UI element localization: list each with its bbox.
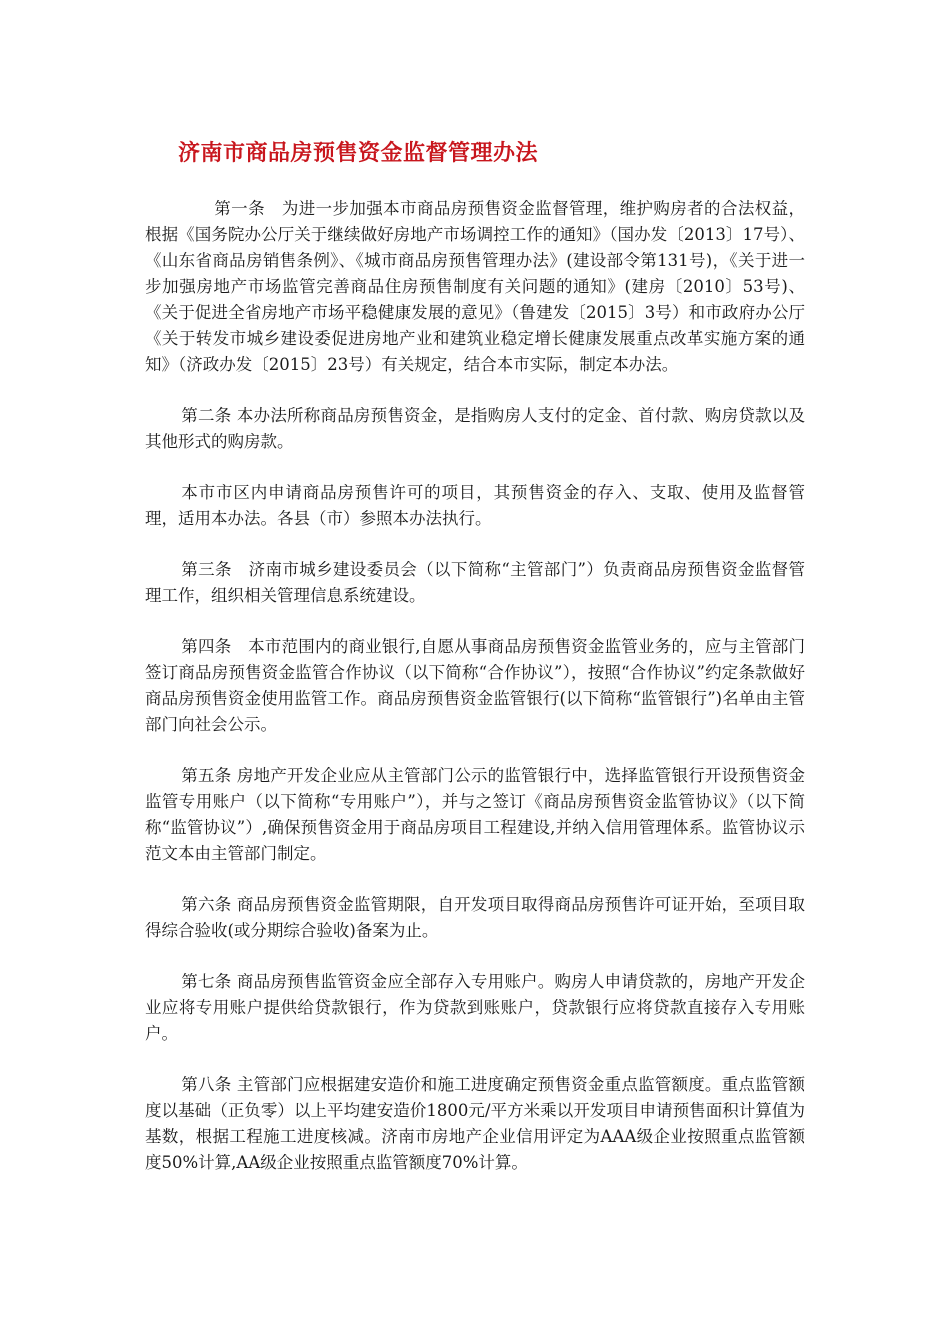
article-1-paragraph: 第一条 为进一步加强本市商品房预售资金监督管理，维护购房者的合法权益，根据《国务院办公厅关于继续做好房地产市场调控工作的通知》（国办发〔2013〕17号）、《山东省商品房销售条例》、《城市商品房预售管理办法》(建设部令第131号)，《关于进一步加强房地产市场监管完善商品住房预售制度有关问题的通知》(建房〔2010〕53号)、《关于促进全省房地产市场平稳健康发展的意见》（鲁建发〔2015〕3号）和市政府办公厅《关于转发市城乡建设委促进房地产业和建筑业稳定增长健康发展重点改革实施方案的通知》（济政办发〔2015〕23号）有关规定，结合本市实际，制定本办法。 (145, 199, 805, 374)
article-2-scope-paragraph: 本市市区内申请商品房预售许可的项目，其预售资金的存入、支取、使用及监督管理，适用本办法。各县（市）参照本办法执行。 (145, 483, 805, 528)
article-8-paragraph: 第八条 主管部门应根据建安造价和施工进度确定预售资金重点监管额度。重点监管额度以基础（正负零）以上平均建安造价1800元/平方米乘以开发项目申请预售面积计算值为基数，根据工程施工进度核减。济南市房地产企业信用评定为AAA级企业按照重点监管额度50%计算,AA级企业按照重点监管额度70%计算。 (145, 1075, 805, 1172)
article-7-paragraph: 第七条 商品房预售监管资金应全部存入专用账户。购房人申请贷款的，房地产开发企业应将专用账户提供给贷款银行，作为贷款到账账户，贷款银行应将贷款直接存入专用账户。 (145, 972, 805, 1043)
document-title: 济南市商品房预售资金监督管理办法 (178, 141, 539, 166)
article-4-paragraph: 第四条 本市范围内的商业银行,自愿从事商品房预售资金监管业务的，应与主管部门签订商品房预售资金监管合作协议（以下简称“合作协议”），按照“合作协议”约定条款做好商品房预售资金使用监管工作。商品房预售资金监管银行(以下简称“监管银行”)名单由主管部门向社会公示。 (145, 637, 805, 734)
article-3-paragraph: 第三条 济南市城乡建设委员会（以下简称“主管部门”）负责商品房预售资金监督管理工作，组织相关管理信息系统建设。 (145, 560, 805, 605)
article-6-paragraph: 第六条 商品房预售资金监管期限，自开发项目取得商品房预售许可证开始，至项目取得综合验收(或分期综合验收)备案为止。 (145, 895, 805, 940)
article-5-paragraph: 第五条 房地产开发企业应从主管部门公示的监管银行中，选择监管银行开设预售资金监管专用账户（以下简称“专用账户”），并与之签订《商品房预售资金监管协议》（以下简称“监管协议”）,确保预售资金用于商品房项目工程建设,并纳入信用管理体系。监管协议示范文本由主管部门制定。 (145, 766, 805, 863)
article-2-paragraph: 第二条 本办法所称商品房预售资金，是指购房人支付的定金、首付款、购房贷款以及其他形式的购房款。 (145, 406, 805, 451)
document-body (145, 196, 805, 1201)
